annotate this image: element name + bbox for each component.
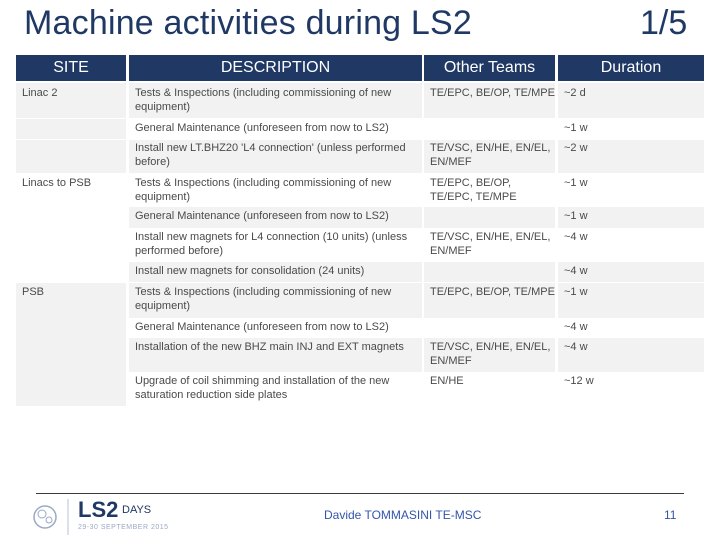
cell-teams: TE/EPC, BE/OP, TE/EPC, TE/MPE xyxy=(430,177,517,203)
cell-site: Linac 2 xyxy=(22,87,58,99)
cell-duration: ~12 w xyxy=(564,375,594,387)
cell-teams: TE/VSC, EN/HE, EN/EL, EN/MEF xyxy=(430,231,551,257)
cell-description: Install new LT.BHZ20 'L4 connection' (unless performed before) xyxy=(135,142,406,168)
cell-duration: ~1 w xyxy=(564,210,588,222)
logo-date-text: 29-30 SEPTEMBER 2015 xyxy=(78,524,169,531)
cell-description: Tests & Inspections (including commissioning of new equipment) xyxy=(135,286,392,312)
page-title: Machine activities during LS2 xyxy=(24,4,473,42)
cell-duration: ~1 w xyxy=(564,122,588,134)
cell-description: Tests & Inspections (including commissioning of new equipment) xyxy=(135,87,392,113)
cell-duration: ~4 w xyxy=(564,321,588,333)
cell-duration: ~4 w xyxy=(564,231,588,243)
footer-author: Davide TOMMASINI TE-MSC xyxy=(324,508,482,522)
cell-teams: TE/EPC, BE/OP, TE/MPE xyxy=(430,286,555,298)
cell-duration: ~1 w xyxy=(564,177,588,189)
cell-duration: ~4 w xyxy=(564,341,588,353)
cell-description: General Maintenance (unforeseen from now to LS2) xyxy=(135,210,389,222)
header-duration: Duration xyxy=(558,55,704,81)
logo-main-text: LS2 xyxy=(78,497,119,522)
cell-teams: TE/VSC, EN/HE, EN/EL, EN/MEF xyxy=(430,142,551,168)
cell-description: Installation of the new BHZ main INJ and EXT magnets xyxy=(135,341,404,353)
cell-site: PSB xyxy=(22,286,45,298)
cell-duration: ~2 w xyxy=(564,142,588,154)
cell-description: Install new magnets for L4 connection (10 units) (unless performed before) xyxy=(135,231,408,257)
cell-teams: TE/EPC, BE/OP, TE/MPE xyxy=(430,87,555,99)
header-teams: Other Teams xyxy=(424,55,555,81)
header-site: SITE xyxy=(16,55,126,81)
event-logo xyxy=(30,495,180,535)
page-indicator: 1/5 xyxy=(640,4,688,42)
header-description: DESCRIPTION xyxy=(129,55,422,81)
cell-duration: ~2 d xyxy=(564,87,586,99)
cell-description: Install new magnets for consolidation (24 units) xyxy=(135,265,365,277)
cell-duration: ~1 w xyxy=(564,286,588,298)
footer-divider xyxy=(36,493,684,494)
cell-description: General Maintenance (unforeseen from now to LS2) xyxy=(135,122,389,134)
cell-description: Upgrade of coil shimming and installation of the new saturation reduction side plates xyxy=(135,375,390,401)
cell-description: Tests & Inspections (including commissioning of new equipment) xyxy=(135,177,392,203)
cell-teams: TE/VSC, EN/HE, EN/EL, EN/MEF xyxy=(430,341,551,367)
cell-site: Linacs to PSB xyxy=(22,177,92,189)
logo-sub-text: DAYS xyxy=(122,504,152,516)
footer-page-number: 11 xyxy=(664,508,677,522)
cell-duration: ~4 w xyxy=(564,265,588,277)
cell-description: General Maintenance (unforeseen from now to LS2) xyxy=(135,321,389,333)
cell-teams: EN/HE xyxy=(430,375,464,387)
